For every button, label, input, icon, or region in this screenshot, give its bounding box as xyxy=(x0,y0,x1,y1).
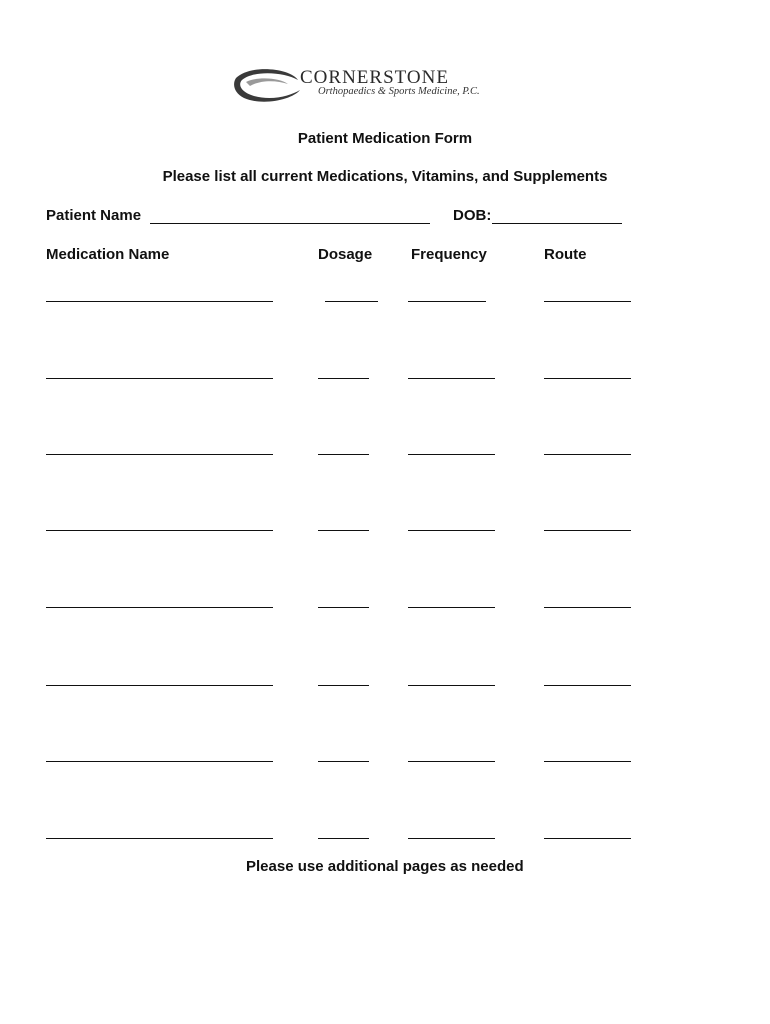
frequency-field[interactable] xyxy=(408,607,495,608)
route-field[interactable] xyxy=(544,761,631,762)
dosage-field[interactable] xyxy=(318,378,369,379)
frequency-field[interactable] xyxy=(408,685,495,686)
route-field[interactable] xyxy=(544,838,631,839)
dosage-field[interactable] xyxy=(325,301,378,302)
route-field[interactable] xyxy=(544,607,631,608)
dosage-field[interactable] xyxy=(318,685,369,686)
frequency-field[interactable] xyxy=(408,761,495,762)
dosage-field[interactable] xyxy=(318,838,369,839)
medication-name-field[interactable] xyxy=(46,607,273,608)
medication-name-field[interactable] xyxy=(46,530,273,531)
medication-name-field[interactable] xyxy=(46,301,273,302)
header-dosage: Dosage xyxy=(318,246,373,263)
route-field[interactable] xyxy=(544,301,631,302)
medication-name-field[interactable] xyxy=(46,838,273,839)
swoosh-logo-icon xyxy=(232,66,304,104)
frequency-field[interactable] xyxy=(408,454,495,455)
dob-label: DOB: xyxy=(453,207,492,224)
frequency-field[interactable] xyxy=(408,301,486,302)
frequency-field[interactable] xyxy=(408,530,495,531)
dosage-field[interactable] xyxy=(318,607,369,608)
patient-name-label: Patient Name xyxy=(46,207,142,224)
medication-name-field[interactable] xyxy=(46,685,273,686)
route-field[interactable] xyxy=(544,454,631,455)
frequency-field[interactable] xyxy=(408,838,495,839)
cornerstone-logo xyxy=(232,66,522,106)
dosage-field[interactable] xyxy=(318,454,369,455)
header-frequency: Frequency xyxy=(411,246,487,263)
logo-tagline: Orthopaedics & Sports Medicine, P.C. xyxy=(318,86,480,97)
medication-name-field[interactable] xyxy=(46,761,273,762)
footer-note: Please use additional pages as needed xyxy=(246,858,524,875)
patient-name-field[interactable] xyxy=(150,223,430,224)
dob-field[interactable] xyxy=(492,223,622,224)
medication-name-field[interactable] xyxy=(46,454,273,455)
medication-name-field[interactable] xyxy=(46,378,273,379)
form-instruction: Please list all current Medications, Vitamins, and Supplements xyxy=(162,168,608,185)
logo-name: CORNERSTONE xyxy=(300,67,449,88)
route-field[interactable] xyxy=(544,378,631,379)
route-field[interactable] xyxy=(544,530,631,531)
form-title: Patient Medication Form xyxy=(297,130,473,147)
header-route: Route xyxy=(544,246,587,263)
dosage-field[interactable] xyxy=(318,761,369,762)
dosage-field[interactable] xyxy=(318,530,369,531)
header-medication-name: Medication Name xyxy=(46,246,170,263)
route-field[interactable] xyxy=(544,685,631,686)
frequency-field[interactable] xyxy=(408,378,495,379)
